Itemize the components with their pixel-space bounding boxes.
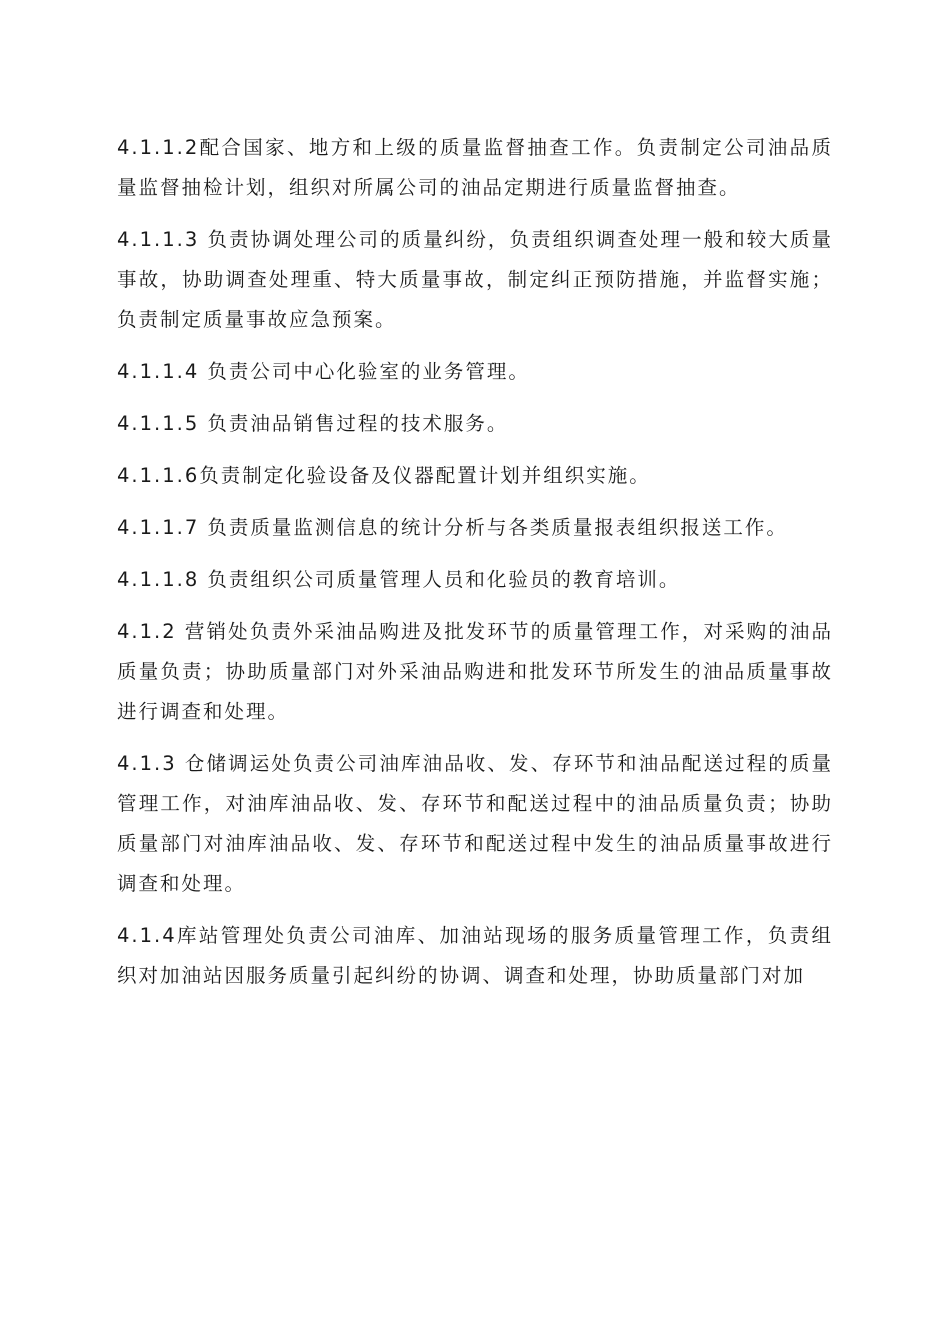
- paragraph-4-1-1-5: 4.1.1.5 负责油品销售过程的技术服务。: [117, 412, 509, 435]
- paragraph-4-1-1-8: 4.1.1.8 负责组织公司质量管理人员和化验员的教育培训。: [117, 568, 681, 591]
- paragraph-4-1-3: 4.1.3 仓储调运处负责公司油库油品收、发、存环节和油品配送过程的质量管理工作，对油库油品收、发、存环节和配送过程中的油品质量负责；协助质量部门对油库油品收、发、存环节和配送过程中发生的油品质量事故进行调查和处理。: [117, 752, 833, 895]
- paragraph-4-1-1-7: 4.1.1.7 负责质量监测信息的统计分析与各类质量报表组织报送工作。: [117, 516, 788, 539]
- paragraph-4-1-1-3: 4.1.1.3 负责协调处理公司的质量纠纷，负责组织调查处理一般和较大质量事故，协助调查处理重、特大质量事故，制定纠正预防措施，并监督实施；负责制定质量事故应急预案。: [117, 228, 833, 331]
- paragraph-4-1-1-6: 4.1.1.6负责制定化验设备及仪器配置计划并组织实施。: [117, 464, 651, 487]
- paragraph-4-1-1-2: 4.1.1.2配合国家、地方和上级的质量监督抽查工作。负责制定公司油品质量监督抽检计划，组织对所属公司的油品定期进行质量监督抽查。: [117, 136, 833, 199]
- paragraph-4-1-4: 4.1.4库站管理处负责公司油库、加油站现场的服务质量管理工作，负责组织对加油站因服务质量引起纠纷的协调、调查和处理，协助质量部门对加: [117, 924, 833, 987]
- paragraph-4-1-2: 4.1.2 营销处负责外采油品购进及批发环节的质量管理工作，对采购的油品质量负责；协助质量部门对外采油品购进和批发环节所发生的油品质量事故进行调查和处理。: [117, 620, 833, 723]
- paragraph-4-1-1-4: 4.1.1.4 负责公司中心化验室的业务管理。: [117, 360, 530, 383]
- document-body: [117, 128, 833, 1008]
